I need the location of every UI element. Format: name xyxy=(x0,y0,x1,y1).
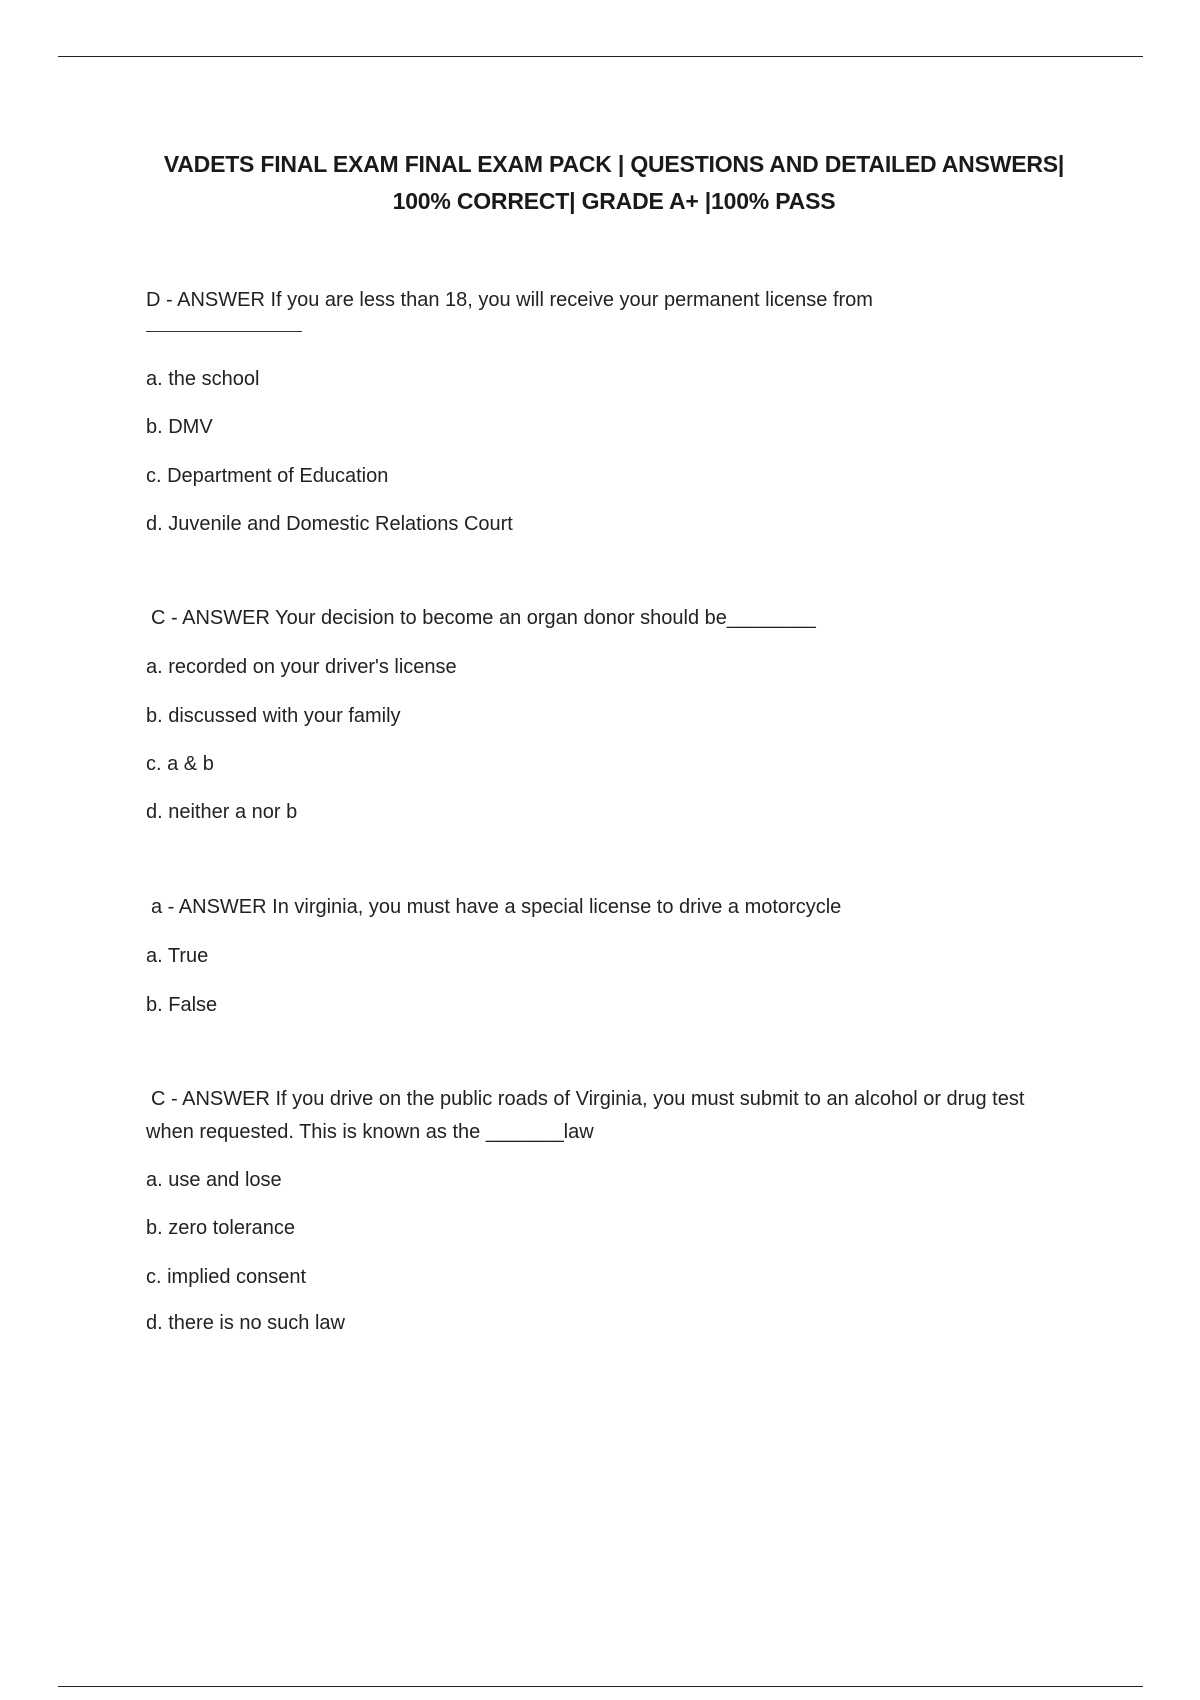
question-3-text: a - ANSWER In virginia, you must have a special license to drive a motorcycle xyxy=(151,896,842,918)
question-4-text: C - ANSWER If you drive on the public roads of Virginia, you must submit to an alcohol or drug test when requested. This is known as the _______law xyxy=(146,1088,1025,1143)
question-3 xyxy=(146,891,1081,924)
question-4-option-a: a. use and lose xyxy=(146,1169,282,1191)
title-line-2: 100% CORRECT| GRADE A+ |100% PASS xyxy=(392,188,836,214)
question-1-option-b: b. DMV xyxy=(146,416,213,438)
question-4-option-b: b. zero tolerance xyxy=(146,1217,295,1239)
question-1-option-d: d. Juvenile and Domestic Relations Court xyxy=(146,513,513,535)
question-1 xyxy=(146,284,1076,332)
question-3-option-b: b. False xyxy=(146,994,218,1016)
question-1-option-a: a. the school xyxy=(146,368,260,390)
question-2 xyxy=(146,602,1081,635)
question-2-option-d: d. neither a nor b xyxy=(146,801,298,823)
question-1-option-c: c. Department of Education xyxy=(146,465,389,487)
question-2-option-c: c. a & b xyxy=(146,753,214,775)
question-2-option-b: b. discussed with your family xyxy=(146,705,401,727)
question-4-option-d: d. there is no such law xyxy=(146,1312,345,1334)
title-line-1: VADETS FINAL EXAM FINAL EXAM PACK | QUESTIONS AND DETAILED ANSWERS| xyxy=(163,151,1065,177)
question-4-option-c: c. implied consent xyxy=(146,1266,307,1288)
top-rule xyxy=(58,56,1143,57)
question-1-text: D - ANSWER If you are less than 18, you will receive your permanent license from xyxy=(146,289,873,311)
question-4 xyxy=(146,1083,1076,1149)
document-title xyxy=(140,146,1088,220)
question-2-option-a: a. recorded on your driver's license xyxy=(146,656,457,678)
question-3-option-a: a. True xyxy=(146,945,209,967)
answer-blank-line xyxy=(146,317,302,332)
bottom-rule xyxy=(58,1686,1143,1687)
question-2-text: C - ANSWER Your decision to become an organ donor should be________ xyxy=(151,607,816,629)
